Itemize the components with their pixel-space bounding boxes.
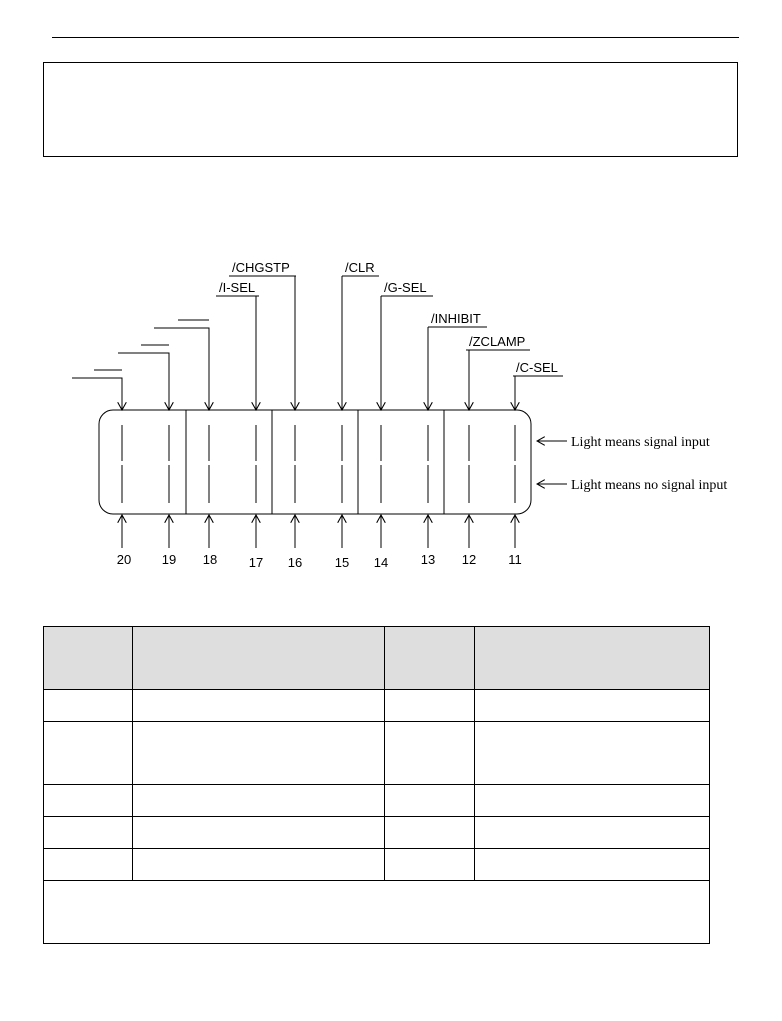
table-cell xyxy=(385,785,475,817)
signal-label-17: /I-SEL xyxy=(219,280,256,295)
table-header-cell xyxy=(475,627,710,690)
pin-number-15: 15 xyxy=(334,555,350,570)
table-header-row xyxy=(44,627,710,690)
pin-number-19: 19 xyxy=(161,552,177,567)
table-row xyxy=(44,690,710,722)
pin-number-13: 13 xyxy=(420,552,436,567)
table-row xyxy=(44,785,710,817)
leader-line-pin19 xyxy=(118,353,169,410)
io-indicator-diagram xyxy=(0,240,782,580)
table-cell xyxy=(475,690,710,722)
table-row xyxy=(44,849,710,881)
table-header-cell xyxy=(44,627,133,690)
pin-number-18: 18 xyxy=(202,552,218,567)
signal-label-15: /CLR xyxy=(345,260,375,275)
signal-label-11: /C-SEL xyxy=(516,360,558,375)
signal-table xyxy=(43,626,710,944)
leader-line-pin20 xyxy=(72,378,122,410)
table-cell xyxy=(133,690,385,722)
table-cell xyxy=(44,817,133,849)
pin-number-11: 11 xyxy=(508,552,522,567)
signal-label-13: /INHIBIT xyxy=(431,311,481,326)
table-row xyxy=(44,817,710,849)
legend-signal-input: Light means signal input xyxy=(571,435,710,450)
table-cell xyxy=(44,849,133,881)
pin-number-20: 20 xyxy=(116,552,132,567)
pin-number-14: 14 xyxy=(373,555,389,570)
legend-no-signal-input: Light means no signal input xyxy=(571,478,728,493)
table-cell xyxy=(475,817,710,849)
indicator-panel xyxy=(99,410,531,514)
signal-label-16: /CHGSTP xyxy=(232,260,290,275)
header-rule xyxy=(52,37,739,38)
table-cell xyxy=(133,849,385,881)
table-cell xyxy=(385,849,475,881)
note-box xyxy=(43,62,738,157)
table-cell xyxy=(475,849,710,881)
table-cell xyxy=(44,690,133,722)
table-row xyxy=(44,722,710,785)
table-footer-row xyxy=(44,881,710,944)
pin-number-17: 17 xyxy=(248,555,264,570)
table-cell xyxy=(475,785,710,817)
table-footer-cell xyxy=(44,881,710,944)
table-cell xyxy=(385,817,475,849)
table-cell xyxy=(385,722,475,785)
table-header-cell xyxy=(385,627,475,690)
table-cell xyxy=(133,817,385,849)
table-header-cell xyxy=(133,627,385,690)
table-cell xyxy=(133,785,385,817)
signal-label-14: /G-SEL xyxy=(384,280,427,295)
table-cell xyxy=(44,785,133,817)
signal-label-12: /ZCLAMP xyxy=(469,334,526,349)
pin-number-16: 16 xyxy=(287,555,303,570)
leader-line-pin18 xyxy=(154,328,209,410)
table-cell xyxy=(475,722,710,785)
table-cell xyxy=(44,722,133,785)
pin-number-12: 12 xyxy=(461,552,477,567)
table-cell xyxy=(133,722,385,785)
table-cell xyxy=(385,690,475,722)
